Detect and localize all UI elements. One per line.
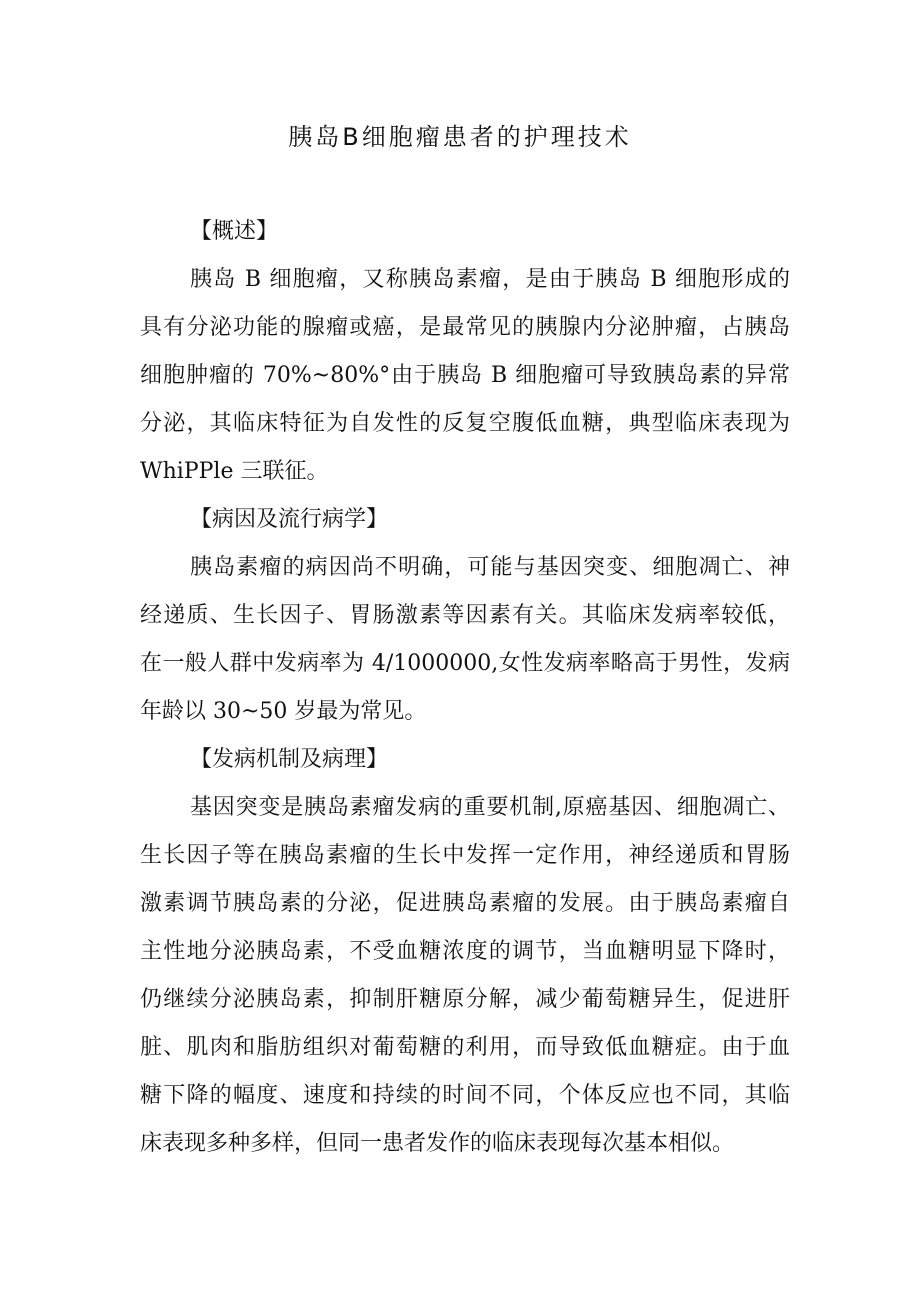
- paragraph-line: 分泌，其临床特征为自发性的反复空腹低血糖，典型临床表现为: [140, 411, 790, 436]
- paragraph-line: 仍继续分泌胰岛素，抑制肝糖原分解，减少葡萄糖异生，促进肝: [140, 987, 790, 1012]
- paragraph-line: 年龄以 30~50 岁最为常见。: [140, 699, 427, 724]
- paragraph-line: 糖下降的幅度、速度和持续的时间不同，个体反应也不同，其临: [140, 1083, 790, 1108]
- paragraph-line: 胰岛 B 细胞瘤，又称胰岛素瘤，是由于胰岛 B 细胞形成的: [190, 267, 790, 292]
- paragraph-line: 经递质、生长因子、胃肠激素等因素有关。其临床发病率较低，: [140, 603, 790, 628]
- paragraph-overview: [140, 256, 790, 496]
- section-heading-pathogenesis: 【发病机制及病理】: [190, 747, 389, 772]
- paragraph-line: 脏、肌肉和脂肪组织对葡萄糖的利用，而导致低血糖症。由于血: [140, 1035, 790, 1060]
- paragraph-line: 激素调节胰岛素的分泌，促进胰岛素瘤的发展。由于胰岛素瘤自: [140, 891, 790, 916]
- paragraph-line: 基因突变是胰岛素瘤发病的重要机制,原癌基因、细胞凋亡、: [190, 795, 790, 820]
- paragraph-line: 细胞肿瘤的 70%~80%°由于胰岛 B 细胞瘤可导致胰岛素的异常: [140, 363, 790, 388]
- paragraph-line: 胰岛素瘤的病因尚不明确，可能与基因突变、细胞凋亡、神: [190, 555, 790, 580]
- paragraph-line: 床表现多种多样，但同一患者发作的临床表现每次基本相似。: [140, 1131, 735, 1156]
- paragraph-line: 具有分泌功能的腺瘤或癌，是最常见的胰腺内分泌肿瘤，占胰岛: [140, 315, 790, 340]
- paragraph-line: WhiPPle 三联征。: [140, 459, 329, 484]
- document-title: 胰岛B细胞瘤患者的护理技术: [288, 123, 632, 151]
- paragraph-line: 主性地分泌胰岛素，不受血糖浓度的调节，当血糖明显下降时，: [140, 939, 790, 964]
- paragraph-line: 生长因子等在胰岛素瘤的生长中发挥一定作用，神经递质和胃肠: [140, 843, 790, 868]
- section-heading-overview: 【概述】: [190, 219, 279, 244]
- paragraph-line: 在一般人群中发病率为 4/1000000,女性发病率略高于男性，发病: [140, 651, 790, 676]
- section-heading-etiology: 【病因及流行病学】: [190, 507, 389, 532]
- paragraph-pathogenesis: [140, 784, 790, 1168]
- document-body: [140, 208, 790, 1168]
- paragraph-etiology: [140, 544, 790, 736]
